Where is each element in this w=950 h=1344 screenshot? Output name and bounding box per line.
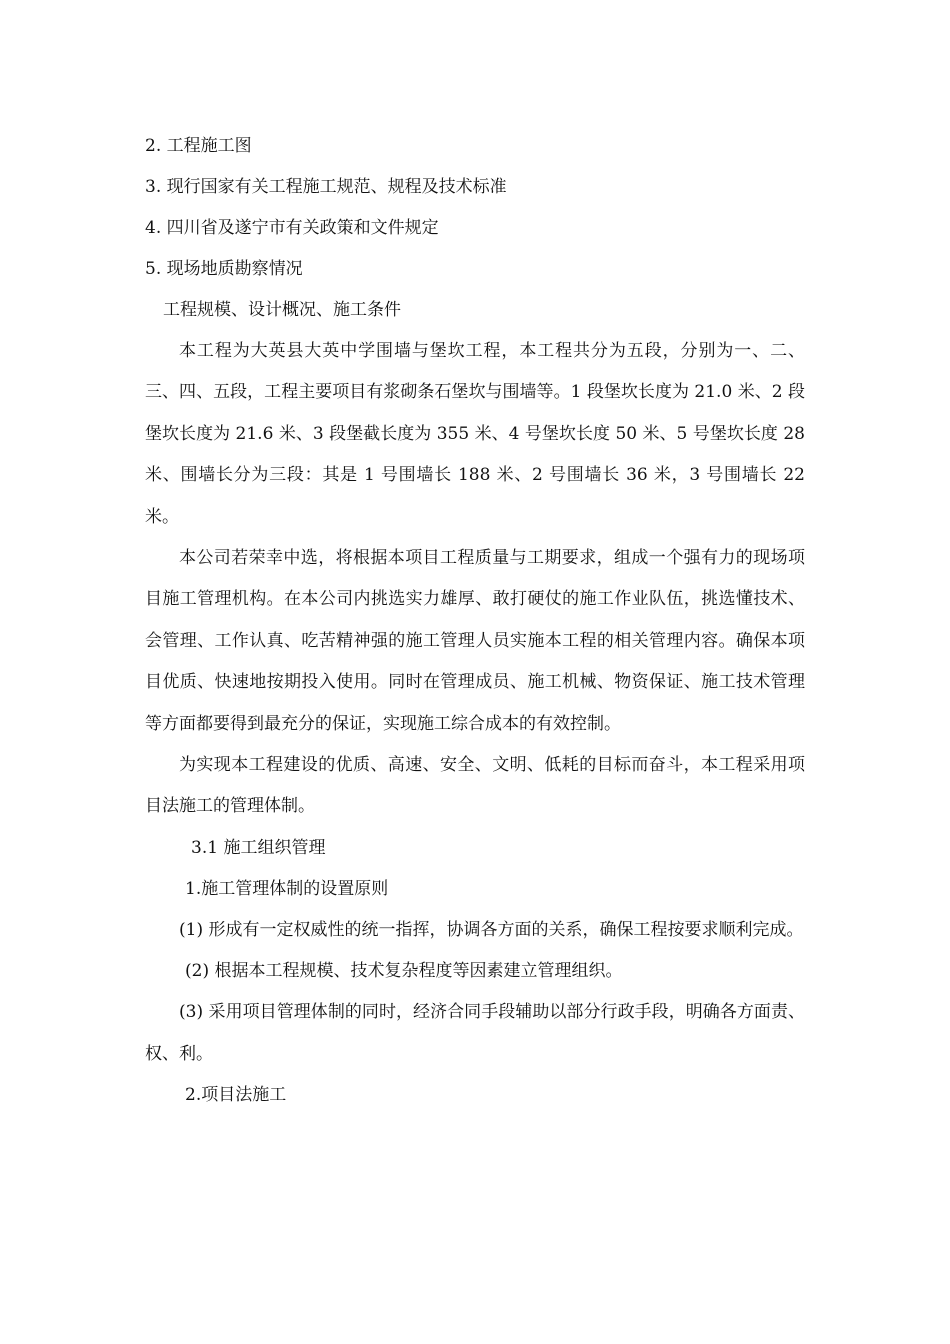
list-item: 5. 现场地质勘察情况 [145,259,303,279]
principle-item-3: (3) 采用项目管理体制的同时，经济合同手段辅助以部分行政手段，明确各方面责、权、利。 [145,1002,805,1064]
list-item: 2. 工程施工图 [145,136,252,156]
section-heading: 工程规模、设计概况、施工条件 [163,300,401,320]
subsection-heading-2: 2.项目法施工 [185,1085,287,1106]
subsection-heading-1: 1.施工管理体制的设置原则 [185,878,389,899]
principle-item-2: (2) 根据本工程规模、技术复杂程度等因素建立管理组织。 [185,961,623,982]
principle-item-1: (1) 形成有一定权威性的统一指挥，协调各方面的关系，确保工程按要求顺利完成。 [179,919,804,940]
list-item: 4. 四川省及遂宁市有关政策和文件规定 [145,218,439,238]
subsection-heading-3-1: 3.1 施工组织管理 [191,837,326,858]
paragraph-management-goal: 为实现本工程建设的优质、高速、安全、文明、低耗的目标而奋斗，本工程采用项目法施工的管理体制。 [145,755,805,817]
list-item: 3. 现行国家有关工程施工规范、规程及技术标准 [145,177,507,197]
paragraph-project-scope: 本工程为大英县大英中学围墙与堡坎工程，本工程共分为五段，分别为一、二、三、四、五段，工程主要项目有浆砌条石堡坎与围墙等。1 段堡坎长度为 21.0 米、2 段堡坎长度为 21.6 米、3 段堡截长度为 355 米、4 号堡坎长度 50 米、5 号堡坎长度 28 米、围墙长分为三段：其是 1 号围墙长 188 米、2 号围墙长 36 米，3 号围墙长 22 米。 [145,341,805,527]
paragraph-company-commitment: 本公司若荣幸中选，将根据本项目工程质量与工期要求，组成一个强有力的现场项目施工管理机构。在本公司内挑选实力雄厚、敢打硬仗的施工作业队伍，挑选懂技术、会管理、工作认真、吃苦精神强的施工管理人员实施本工程的相关管理内容。确保本项目优质、快速地按期投入使用。同时在管理成员、施工机械、物资保证、施工技术管理等方面都要得到最充分的保证，实现施工综合成本的有效控制。 [145,548,805,734]
